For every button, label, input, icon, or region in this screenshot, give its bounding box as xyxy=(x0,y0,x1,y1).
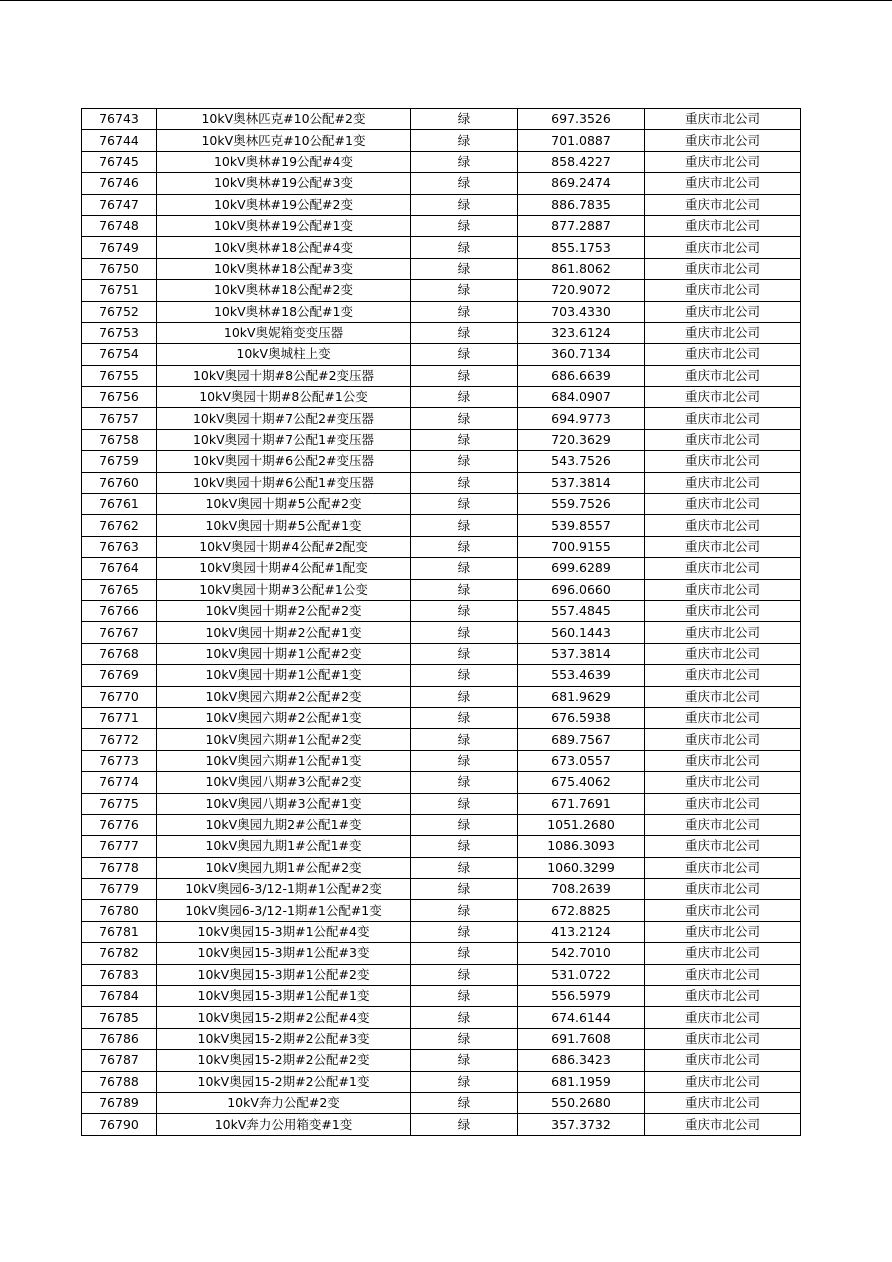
transformer-name-cell: 10kV奥园15-2期#2公配#3变 xyxy=(157,1028,411,1049)
row-id-cell: 76745 xyxy=(82,151,157,172)
company-cell: 重庆市北公司 xyxy=(645,857,801,878)
company-cell: 重庆市北公司 xyxy=(645,793,801,814)
status-cell: 绿 xyxy=(411,301,518,322)
transformer-name-cell: 10kV奥园十期#7公配2#变压器 xyxy=(157,408,411,429)
row-id-cell: 76779 xyxy=(82,879,157,900)
table-row xyxy=(82,280,801,301)
transformer-name-cell: 10kV奥林#19公配#3变 xyxy=(157,173,411,194)
table-row xyxy=(82,536,801,557)
company-cell: 重庆市北公司 xyxy=(645,194,801,215)
transformer-name-cell: 10kV奥园15-2期#2公配#2变 xyxy=(157,1050,411,1071)
status-cell: 绿 xyxy=(411,943,518,964)
value-cell: 869.2474 xyxy=(518,173,645,194)
value-cell: 542.7010 xyxy=(518,943,645,964)
row-id-cell: 76753 xyxy=(82,322,157,343)
row-id-cell: 76758 xyxy=(82,429,157,450)
company-cell: 重庆市北公司 xyxy=(645,900,801,921)
status-cell: 绿 xyxy=(411,579,518,600)
value-cell: 701.0887 xyxy=(518,130,645,151)
table-row xyxy=(82,1028,801,1049)
transformer-name-cell: 10kV奥园15-2期#2公配#4变 xyxy=(157,1007,411,1028)
row-id-cell: 76752 xyxy=(82,301,157,322)
table-row xyxy=(82,943,801,964)
company-cell: 重庆市北公司 xyxy=(645,964,801,985)
value-cell: 1060.3299 xyxy=(518,857,645,878)
table-row xyxy=(82,707,801,728)
company-cell: 重庆市北公司 xyxy=(645,1007,801,1028)
value-cell: 700.9155 xyxy=(518,536,645,557)
row-id-cell: 76743 xyxy=(82,109,157,130)
row-id-cell: 76767 xyxy=(82,622,157,643)
status-cell: 绿 xyxy=(411,151,518,172)
company-cell: 重庆市北公司 xyxy=(645,301,801,322)
transformer-name-cell: 10kV奔力公用箱变#1变 xyxy=(157,1114,411,1135)
transformer-name-cell: 10kV奥园15-2期#2公配#1变 xyxy=(157,1071,411,1092)
status-cell: 绿 xyxy=(411,558,518,579)
row-id-cell: 76760 xyxy=(82,472,157,493)
status-cell: 绿 xyxy=(411,515,518,536)
transformer-name-cell: 10kV奥园九期1#公配#2变 xyxy=(157,857,411,878)
row-id-cell: 76763 xyxy=(82,536,157,557)
transformer-name-cell: 10kV奥园十期#6公配1#变压器 xyxy=(157,472,411,493)
row-id-cell: 76771 xyxy=(82,707,157,728)
company-cell: 重庆市北公司 xyxy=(645,921,801,942)
row-id-cell: 76777 xyxy=(82,836,157,857)
table-row xyxy=(82,344,801,365)
company-cell: 重庆市北公司 xyxy=(645,237,801,258)
status-cell: 绿 xyxy=(411,600,518,621)
company-cell: 重庆市北公司 xyxy=(645,943,801,964)
company-cell: 重庆市北公司 xyxy=(645,622,801,643)
status-cell: 绿 xyxy=(411,1028,518,1049)
value-cell: 550.2680 xyxy=(518,1092,645,1113)
status-cell: 绿 xyxy=(411,622,518,643)
table-row xyxy=(82,109,801,130)
row-id-cell: 76774 xyxy=(82,772,157,793)
row-id-cell: 76757 xyxy=(82,408,157,429)
status-cell: 绿 xyxy=(411,237,518,258)
status-cell: 绿 xyxy=(411,387,518,408)
value-cell: 720.9072 xyxy=(518,280,645,301)
value-cell: 686.6639 xyxy=(518,365,645,386)
row-id-cell: 76782 xyxy=(82,943,157,964)
row-id-cell: 76764 xyxy=(82,558,157,579)
company-cell: 重庆市北公司 xyxy=(645,1050,801,1071)
status-cell: 绿 xyxy=(411,964,518,985)
value-cell: 691.7608 xyxy=(518,1028,645,1049)
row-id-cell: 76744 xyxy=(82,130,157,151)
status-cell: 绿 xyxy=(411,258,518,279)
value-cell: 673.0557 xyxy=(518,750,645,771)
row-id-cell: 76746 xyxy=(82,173,157,194)
status-cell: 绿 xyxy=(411,1007,518,1028)
value-cell: 694.9773 xyxy=(518,408,645,429)
transformer-name-cell: 10kV奥园15-3期#1公配#1变 xyxy=(157,986,411,1007)
value-cell: 699.6289 xyxy=(518,558,645,579)
table-row xyxy=(82,429,801,450)
status-cell: 绿 xyxy=(411,772,518,793)
transformer-name-cell: 10kV奥园6-3/12-1期#1公配#2变 xyxy=(157,879,411,900)
table-row xyxy=(82,387,801,408)
status-cell: 绿 xyxy=(411,215,518,236)
status-cell: 绿 xyxy=(411,1071,518,1092)
status-cell: 绿 xyxy=(411,536,518,557)
value-cell: 720.3629 xyxy=(518,429,645,450)
transformer-name-cell: 10kV奥林#18公配#4变 xyxy=(157,237,411,258)
value-cell: 671.7691 xyxy=(518,793,645,814)
value-cell: 557.4845 xyxy=(518,600,645,621)
table-row xyxy=(82,921,801,942)
row-id-cell: 76755 xyxy=(82,365,157,386)
value-cell: 681.9629 xyxy=(518,686,645,707)
company-cell: 重庆市北公司 xyxy=(645,986,801,1007)
status-cell: 绿 xyxy=(411,921,518,942)
row-id-cell: 76790 xyxy=(82,1114,157,1135)
row-id-cell: 76784 xyxy=(82,986,157,1007)
transformer-name-cell: 10kV奔力公配#2变 xyxy=(157,1092,411,1113)
row-id-cell: 76776 xyxy=(82,814,157,835)
row-id-cell: 76785 xyxy=(82,1007,157,1028)
value-cell: 560.1443 xyxy=(518,622,645,643)
status-cell: 绿 xyxy=(411,836,518,857)
transformer-name-cell: 10kV奥园六期#1公配#1变 xyxy=(157,750,411,771)
table-row xyxy=(82,558,801,579)
row-id-cell: 76783 xyxy=(82,964,157,985)
value-cell: 531.0722 xyxy=(518,964,645,985)
row-id-cell: 76789 xyxy=(82,1092,157,1113)
status-cell: 绿 xyxy=(411,857,518,878)
company-cell: 重庆市北公司 xyxy=(645,109,801,130)
company-cell: 重庆市北公司 xyxy=(645,344,801,365)
status-cell: 绿 xyxy=(411,130,518,151)
transformer-name-cell: 10kV奥园十期#2公配#1变 xyxy=(157,622,411,643)
table-row xyxy=(82,1007,801,1028)
table-row xyxy=(82,814,801,835)
transformer-name-cell: 10kV奥园九期1#公配1#变 xyxy=(157,836,411,857)
table-row xyxy=(82,130,801,151)
table-row xyxy=(82,494,801,515)
table-row xyxy=(82,750,801,771)
row-id-cell: 76769 xyxy=(82,665,157,686)
status-cell: 绿 xyxy=(411,707,518,728)
status-cell: 绿 xyxy=(411,750,518,771)
status-cell: 绿 xyxy=(411,729,518,750)
company-cell: 重庆市北公司 xyxy=(645,322,801,343)
row-id-cell: 76761 xyxy=(82,494,157,515)
company-cell: 重庆市北公司 xyxy=(645,151,801,172)
value-cell: 360.7134 xyxy=(518,344,645,365)
status-cell: 绿 xyxy=(411,665,518,686)
company-cell: 重庆市北公司 xyxy=(645,130,801,151)
status-cell: 绿 xyxy=(411,322,518,343)
company-cell: 重庆市北公司 xyxy=(645,451,801,472)
value-cell: 413.2124 xyxy=(518,921,645,942)
row-id-cell: 76766 xyxy=(82,600,157,621)
table-row xyxy=(82,1050,801,1071)
company-cell: 重庆市北公司 xyxy=(645,258,801,279)
company-cell: 重庆市北公司 xyxy=(645,558,801,579)
status-cell: 绿 xyxy=(411,344,518,365)
table-row xyxy=(82,237,801,258)
value-cell: 697.3526 xyxy=(518,109,645,130)
status-cell: 绿 xyxy=(411,109,518,130)
value-cell: 886.7835 xyxy=(518,194,645,215)
row-id-cell: 76770 xyxy=(82,686,157,707)
transformer-name-cell: 10kV奥园十期#8公配#2变压器 xyxy=(157,365,411,386)
table-row xyxy=(82,322,801,343)
table-row xyxy=(82,301,801,322)
transformer-name-cell: 10kV奥园八期#3公配#1变 xyxy=(157,793,411,814)
value-cell: 684.0907 xyxy=(518,387,645,408)
company-cell: 重庆市北公司 xyxy=(645,707,801,728)
row-id-cell: 76781 xyxy=(82,921,157,942)
value-cell: 323.6124 xyxy=(518,322,645,343)
row-id-cell: 76751 xyxy=(82,280,157,301)
company-cell: 重庆市北公司 xyxy=(645,686,801,707)
company-cell: 重庆市北公司 xyxy=(645,1028,801,1049)
value-cell: 708.2639 xyxy=(518,879,645,900)
page-top-border xyxy=(0,0,892,1)
table-row xyxy=(82,1114,801,1135)
row-id-cell: 76778 xyxy=(82,857,157,878)
table-row xyxy=(82,472,801,493)
row-id-cell: 76768 xyxy=(82,643,157,664)
value-cell: 696.0660 xyxy=(518,579,645,600)
transformer-name-cell: 10kV奥园十期#7公配1#变压器 xyxy=(157,429,411,450)
value-cell: 556.5979 xyxy=(518,986,645,1007)
row-id-cell: 76756 xyxy=(82,387,157,408)
transformer-name-cell: 10kV奥园十期#4公配#1配变 xyxy=(157,558,411,579)
table-row xyxy=(82,622,801,643)
table-row xyxy=(82,836,801,857)
company-cell: 重庆市北公司 xyxy=(645,429,801,450)
value-cell: 858.4227 xyxy=(518,151,645,172)
table-row xyxy=(82,900,801,921)
company-cell: 重庆市北公司 xyxy=(645,215,801,236)
table-body xyxy=(82,109,801,1136)
status-cell: 绿 xyxy=(411,194,518,215)
company-cell: 重庆市北公司 xyxy=(645,1071,801,1092)
company-cell: 重庆市北公司 xyxy=(645,365,801,386)
table-row xyxy=(82,194,801,215)
transformer-name-cell: 10kV奥林#18公配#2变 xyxy=(157,280,411,301)
value-cell: 877.2887 xyxy=(518,215,645,236)
table-row xyxy=(82,365,801,386)
company-cell: 重庆市北公司 xyxy=(645,1114,801,1135)
transformer-name-cell: 10kV奥园6-3/12-1期#1公配#1变 xyxy=(157,900,411,921)
status-cell: 绿 xyxy=(411,365,518,386)
company-cell: 重庆市北公司 xyxy=(645,280,801,301)
status-cell: 绿 xyxy=(411,793,518,814)
company-cell: 重庆市北公司 xyxy=(645,173,801,194)
status-cell: 绿 xyxy=(411,494,518,515)
row-id-cell: 76788 xyxy=(82,1071,157,1092)
company-cell: 重庆市北公司 xyxy=(645,643,801,664)
value-cell: 357.3732 xyxy=(518,1114,645,1135)
row-id-cell: 76773 xyxy=(82,750,157,771)
company-cell: 重庆市北公司 xyxy=(645,1092,801,1113)
company-cell: 重庆市北公司 xyxy=(645,494,801,515)
company-cell: 重庆市北公司 xyxy=(645,729,801,750)
transformer-name-cell: 10kV奥林#18公配#3变 xyxy=(157,258,411,279)
transformer-name-cell: 10kV奥园十期#3公配#1公变 xyxy=(157,579,411,600)
status-cell: 绿 xyxy=(411,1050,518,1071)
value-cell: 537.3814 xyxy=(518,472,645,493)
transformer-name-cell: 10kV奥园15-3期#1公配#4变 xyxy=(157,921,411,942)
table-row xyxy=(82,215,801,236)
company-cell: 重庆市北公司 xyxy=(645,879,801,900)
status-cell: 绿 xyxy=(411,814,518,835)
table-row xyxy=(82,879,801,900)
status-cell: 绿 xyxy=(411,1092,518,1113)
transformer-name-cell: 10kV奥林匹克#10公配#1变 xyxy=(157,130,411,151)
status-cell: 绿 xyxy=(411,280,518,301)
value-cell: 703.4330 xyxy=(518,301,645,322)
transformer-name-cell: 10kV奥林#19公配#1变 xyxy=(157,215,411,236)
transformer-name-cell: 10kV奥林#19公配#2变 xyxy=(157,194,411,215)
transformer-name-cell: 10kV奥园六期#2公配#2变 xyxy=(157,686,411,707)
company-cell: 重庆市北公司 xyxy=(645,814,801,835)
table-row xyxy=(82,151,801,172)
row-id-cell: 76750 xyxy=(82,258,157,279)
transformer-name-cell: 10kV奥园十期#1公配#2变 xyxy=(157,643,411,664)
row-id-cell: 76748 xyxy=(82,215,157,236)
transformer-name-cell: 10kV奥妮箱变变压器 xyxy=(157,322,411,343)
table-row xyxy=(82,173,801,194)
transformer-name-cell: 10kV奥园15-3期#1公配#2变 xyxy=(157,964,411,985)
row-id-cell: 76759 xyxy=(82,451,157,472)
table-row xyxy=(82,579,801,600)
row-id-cell: 76772 xyxy=(82,729,157,750)
company-cell: 重庆市北公司 xyxy=(645,515,801,536)
row-id-cell: 76754 xyxy=(82,344,157,365)
table-row xyxy=(82,772,801,793)
status-cell: 绿 xyxy=(411,879,518,900)
status-cell: 绿 xyxy=(411,900,518,921)
transformer-name-cell: 10kV奥园十期#4公配#2配变 xyxy=(157,536,411,557)
value-cell: 1086.3093 xyxy=(518,836,645,857)
row-id-cell: 76780 xyxy=(82,900,157,921)
company-cell: 重庆市北公司 xyxy=(645,536,801,557)
transformer-name-cell: 10kV奥林#18公配#1变 xyxy=(157,301,411,322)
transformer-name-cell: 10kV奥园六期#2公配#1变 xyxy=(157,707,411,728)
value-cell: 559.7526 xyxy=(518,494,645,515)
value-cell: 861.8062 xyxy=(518,258,645,279)
transformer-name-cell: 10kV奥园十期#1公配#1变 xyxy=(157,665,411,686)
row-id-cell: 76762 xyxy=(82,515,157,536)
table-row xyxy=(82,857,801,878)
row-id-cell: 76749 xyxy=(82,237,157,258)
value-cell: 674.6144 xyxy=(518,1007,645,1028)
table-row xyxy=(82,600,801,621)
value-cell: 543.7526 xyxy=(518,451,645,472)
value-cell: 675.4062 xyxy=(518,772,645,793)
status-cell: 绿 xyxy=(411,451,518,472)
status-cell: 绿 xyxy=(411,173,518,194)
transformer-name-cell: 10kV奥园15-3期#1公配#3变 xyxy=(157,943,411,964)
transformer-name-cell: 10kV奥城柱上变 xyxy=(157,344,411,365)
table-row xyxy=(82,986,801,1007)
transformer-name-cell: 10kV奥园八期#3公配#2变 xyxy=(157,772,411,793)
status-cell: 绿 xyxy=(411,643,518,664)
transformer-name-cell: 10kV奥园六期#1公配#2变 xyxy=(157,729,411,750)
status-cell: 绿 xyxy=(411,408,518,429)
value-cell: 537.3814 xyxy=(518,643,645,664)
transformer-name-cell: 10kV奥园十期#8公配#1公变 xyxy=(157,387,411,408)
table-row xyxy=(82,1071,801,1092)
value-cell: 539.8557 xyxy=(518,515,645,536)
value-cell: 553.4639 xyxy=(518,665,645,686)
status-cell: 绿 xyxy=(411,472,518,493)
row-id-cell: 76787 xyxy=(82,1050,157,1071)
transformer-name-cell: 10kV奥林#19公配#4变 xyxy=(157,151,411,172)
value-cell: 1051.2680 xyxy=(518,814,645,835)
company-cell: 重庆市北公司 xyxy=(645,750,801,771)
value-cell: 689.7567 xyxy=(518,729,645,750)
company-cell: 重庆市北公司 xyxy=(645,387,801,408)
value-cell: 686.3423 xyxy=(518,1050,645,1071)
value-cell: 676.5938 xyxy=(518,707,645,728)
transformer-name-cell: 10kV奥园十期#6公配2#变压器 xyxy=(157,451,411,472)
row-id-cell: 76775 xyxy=(82,793,157,814)
table-row xyxy=(82,1092,801,1113)
table-row xyxy=(82,643,801,664)
table-row xyxy=(82,686,801,707)
status-cell: 绿 xyxy=(411,1114,518,1135)
table-row xyxy=(82,793,801,814)
row-id-cell: 76765 xyxy=(82,579,157,600)
row-id-cell: 76786 xyxy=(82,1028,157,1049)
value-cell: 855.1753 xyxy=(518,237,645,258)
company-cell: 重庆市北公司 xyxy=(645,836,801,857)
table-row xyxy=(82,665,801,686)
company-cell: 重庆市北公司 xyxy=(645,665,801,686)
table-row xyxy=(82,258,801,279)
value-cell: 681.1959 xyxy=(518,1071,645,1092)
transformer-name-cell: 10kV奥林匹克#10公配#2变 xyxy=(157,109,411,130)
status-cell: 绿 xyxy=(411,686,518,707)
transformer-name-cell: 10kV奥园九期2#公配1#变 xyxy=(157,814,411,835)
status-cell: 绿 xyxy=(411,429,518,450)
transformer-name-cell: 10kV奥园十期#5公配#1变 xyxy=(157,515,411,536)
company-cell: 重庆市北公司 xyxy=(645,772,801,793)
table-row xyxy=(82,729,801,750)
table-row xyxy=(82,408,801,429)
table-row xyxy=(82,964,801,985)
company-cell: 重庆市北公司 xyxy=(645,579,801,600)
table-row xyxy=(82,515,801,536)
table-row xyxy=(82,451,801,472)
company-cell: 重庆市北公司 xyxy=(645,408,801,429)
transformer-name-cell: 10kV奥园十期#2公配#2变 xyxy=(157,600,411,621)
company-cell: 重庆市北公司 xyxy=(645,472,801,493)
row-id-cell: 76747 xyxy=(82,194,157,215)
data-table xyxy=(81,108,801,1136)
transformer-name-cell: 10kV奥园十期#5公配#2变 xyxy=(157,494,411,515)
company-cell: 重庆市北公司 xyxy=(645,600,801,621)
value-cell: 672.8825 xyxy=(518,900,645,921)
status-cell: 绿 xyxy=(411,986,518,1007)
